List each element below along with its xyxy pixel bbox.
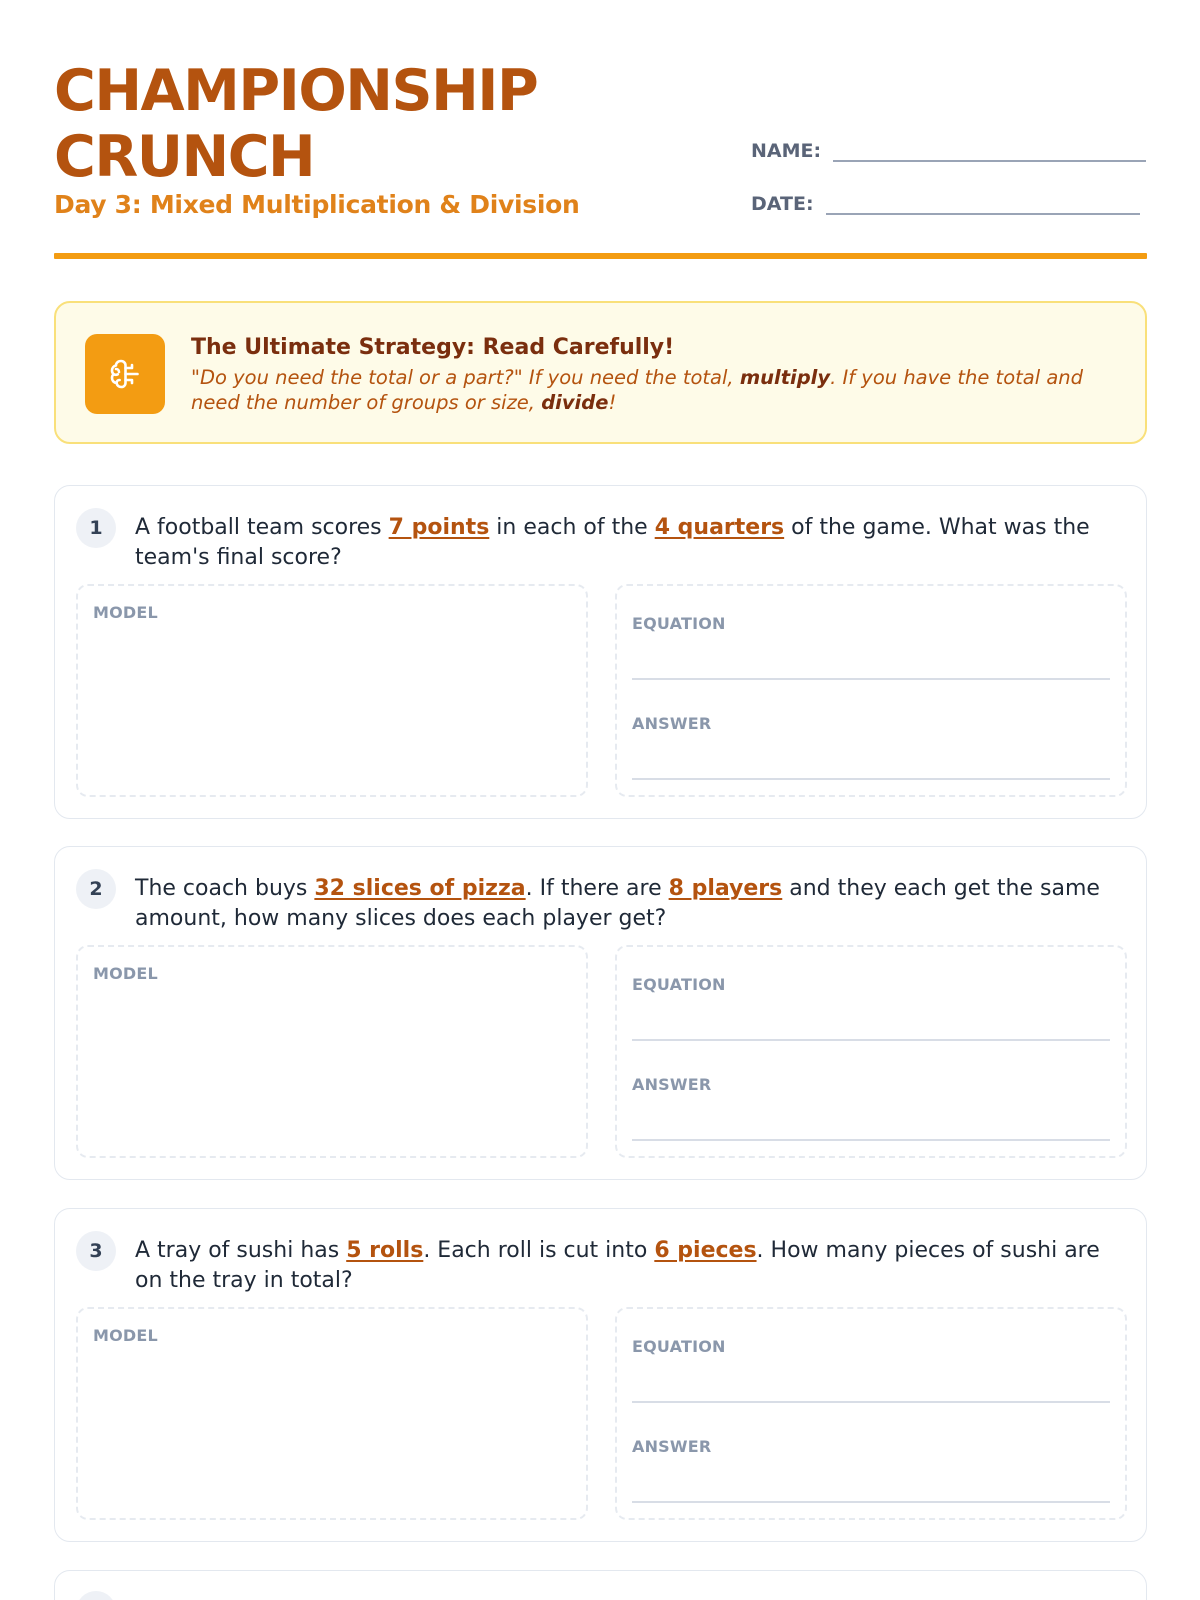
question-text: . Each roll is cut into <box>423 1238 655 1263</box>
answer-line[interactable] <box>632 1139 1110 1141</box>
worksheet-title <box>54 58 674 190</box>
strategy-text <box>191 365 1126 415</box>
question-text: . How many pieces of sushi are on the tray in total? <box>135 1238 1100 1293</box>
question-text: A football team scores <box>135 515 389 540</box>
date-label: DATE: <box>751 193 814 215</box>
problem-card-1 <box>54 485 1147 819</box>
equation-line[interactable] <box>632 1039 1110 1041</box>
strategy-text-part: ! <box>608 391 617 414</box>
date-field <box>751 193 1140 215</box>
model-box[interactable] <box>76 1307 588 1520</box>
worksheet-page <box>54 0 1147 1456</box>
answer-label: ANSWER <box>632 1075 712 1094</box>
answer-line[interactable] <box>632 1501 1110 1503</box>
strategy-keyword-multiply: multiply <box>739 366 831 389</box>
model-label: MODEL <box>93 1326 158 1345</box>
strategy-text-part: "Do you need the total or a part?" If you need the total, <box>191 366 740 389</box>
question-text: of the game. What was the team's final score? <box>135 515 1090 570</box>
equation-answer-box <box>615 584 1127 797</box>
equation-label: EQUATION <box>632 975 726 994</box>
title-line-1: CHAMPIONSHIP <box>54 58 538 124</box>
brain-icon <box>85 334 165 414</box>
strategy-box <box>54 301 1147 444</box>
question-highlight: 32 slices of pizza <box>314 876 526 901</box>
question-highlight: 6 pieces <box>654 1238 757 1263</box>
name-field <box>751 140 1146 162</box>
strategy-title: The Ultimate Strategy: Read Carefully! <box>191 335 675 360</box>
question-text: and they each get the same amount, how many slices does each player get? <box>135 876 1100 931</box>
equation-line[interactable] <box>632 1401 1110 1403</box>
equation-label: EQUATION <box>632 1337 726 1356</box>
strategy-text-part: . If you have the total and need the number of groups or size, <box>191 366 1084 414</box>
date-input-line[interactable] <box>826 213 1140 215</box>
problem-number: 3 <box>76 1231 116 1271</box>
equation-line[interactable] <box>632 678 1110 680</box>
question-highlight: 5 rolls <box>346 1238 424 1263</box>
strategy-keyword-divide: divide <box>541 391 609 414</box>
worksheet-header <box>54 0 1147 262</box>
problem-card-3 <box>54 1208 1147 1542</box>
equation-label: EQUATION <box>632 614 726 633</box>
model-label: MODEL <box>93 964 158 983</box>
problem-card-4-partial <box>54 1570 1147 1600</box>
problem-question <box>135 513 1120 573</box>
problem-card-2 <box>54 846 1147 1180</box>
worksheet-subtitle: Day 3: Mixed Multiplication & Division <box>54 190 580 219</box>
question-highlight: 4 quarters <box>654 515 785 540</box>
question-text: The coach buys <box>135 876 315 901</box>
equation-answer-box <box>615 1307 1127 1520</box>
question-highlight: 7 points <box>388 515 490 540</box>
answer-line[interactable] <box>632 778 1110 780</box>
model-box[interactable] <box>76 584 588 797</box>
problem-question <box>135 874 1120 934</box>
name-label: NAME: <box>751 140 822 162</box>
question-text: in each of the <box>489 515 655 540</box>
model-box[interactable] <box>76 945 588 1158</box>
problem-number-partial <box>76 1591 116 1600</box>
model-label: MODEL <box>93 603 158 622</box>
header-divider <box>54 253 1147 259</box>
answer-label: ANSWER <box>632 1437 712 1456</box>
question-text: A tray of sushi has <box>135 1238 347 1263</box>
equation-answer-box <box>615 945 1127 1158</box>
title-line-2: CRUNCH <box>54 124 315 190</box>
question-highlight: 8 players <box>668 876 783 901</box>
problem-number: 2 <box>76 869 116 909</box>
question-text: . If there are <box>525 876 669 901</box>
problem-question <box>135 1236 1120 1296</box>
answer-label: ANSWER <box>632 714 712 733</box>
problem-number: 1 <box>76 508 116 548</box>
name-input-line[interactable] <box>833 160 1146 162</box>
